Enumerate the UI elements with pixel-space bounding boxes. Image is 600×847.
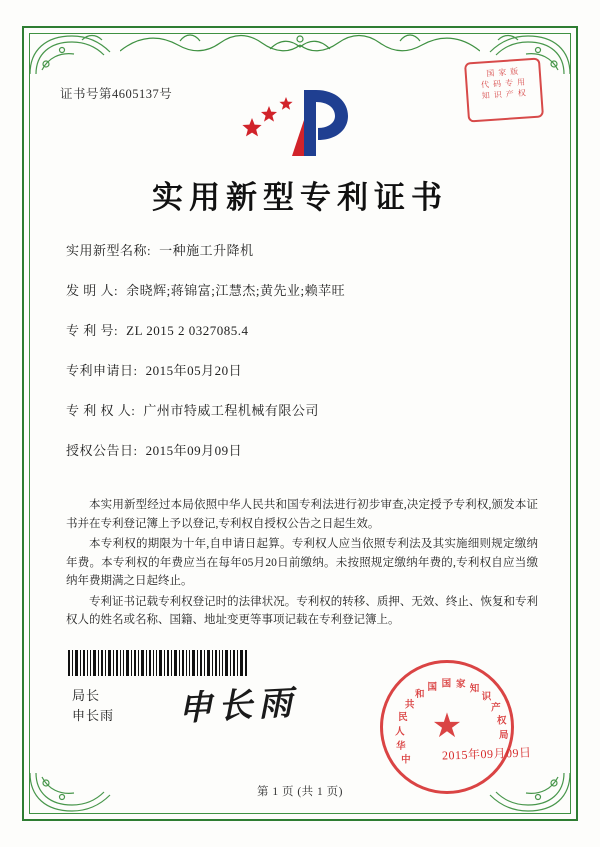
legal-text xyxy=(66,496,538,632)
top-stamp-line-1: 国 家 版 xyxy=(486,66,520,79)
ornament-top-scroll-icon xyxy=(120,31,480,57)
legal-paragraph-2: 本专利权的期限为十年,自申请日起算。专利权人应当依照专利法及其实施细则规定缴纳年费。本专利权的年费应当在每年05月20日前缴纳。未按照规定缴纳年费的,专利权自应当缴纳年费期满之日起终止。 xyxy=(66,538,538,587)
field-row-inventors xyxy=(66,280,540,299)
label-patent-number: 专 利 号: xyxy=(66,323,119,338)
seal-date: 2015年09月09日 xyxy=(442,745,533,763)
barcode xyxy=(68,650,248,676)
label-invention-name: 实用新型名称: xyxy=(66,243,152,258)
patent-emblem-icon xyxy=(0,82,600,164)
value-patentee: 广州市特威工程机械有限公司 xyxy=(143,403,319,418)
legal-paragraph-3: 专利证书记载专利权登记时的法律状况。专利权的转移、质押、无效、终止、恢复和专利权人的姓名或名称、国籍、地址变更等事项记载在专利登记簿上。 xyxy=(66,595,538,626)
field-row-grant-date xyxy=(66,440,540,459)
legal-paragraph-1: 本实用新型经过本局依照中华人民共和国专利法进行初步审查,决定授予专利权,颁发本证书并在专利登记簿上予以登记,专利权自授权公告之日起生效。 xyxy=(66,499,538,530)
field-list xyxy=(66,240,540,480)
top-stamp-line-3: 知 识 产 权 xyxy=(481,88,528,101)
page-footer: 第 1 页 (共 1 页) xyxy=(256,786,344,798)
label-patentee: 专 利 权 人: xyxy=(66,403,136,418)
value-invention-name: 一种施工升降机 xyxy=(159,243,254,258)
seal-star-icon: ★ xyxy=(431,708,463,745)
certificate-number: 证书号第4605137号 xyxy=(60,87,173,101)
field-row-patent-number xyxy=(66,320,540,339)
field-row-application-date xyxy=(66,360,540,379)
value-application-date: 2015年05月20日 xyxy=(145,363,243,378)
official-round-seal xyxy=(380,660,514,794)
field-row-patentee xyxy=(66,400,540,419)
label-inventors: 发 明 人: xyxy=(66,283,119,298)
label-grant-date: 授权公告日: xyxy=(66,443,138,458)
handwritten-signature: 申长雨 xyxy=(177,684,300,729)
field-row-invention-name xyxy=(66,240,540,259)
director-label: 局长 xyxy=(72,688,101,703)
page-title: 实用新型专利证书 xyxy=(152,180,448,215)
value-grant-date: 2015年09月09日 xyxy=(145,443,243,458)
label-application-date: 专利申请日: xyxy=(66,363,138,378)
director-block xyxy=(72,686,114,726)
seal-ring-text: 中 华 人 民 共 和 国 国 家 知 识 产 权 局 xyxy=(395,679,509,766)
value-patent-number: ZL 2015 2 0327085.4 xyxy=(126,323,249,338)
ornament-corner-top-left-icon xyxy=(26,30,118,78)
value-inventors: 余晓辉;蒋锦富;江慧杰;黄先业;赖苹旺 xyxy=(126,283,346,298)
director-name: 申长雨 xyxy=(72,708,115,723)
top-stamp-line-2: 代 码 专 用 xyxy=(480,77,527,90)
